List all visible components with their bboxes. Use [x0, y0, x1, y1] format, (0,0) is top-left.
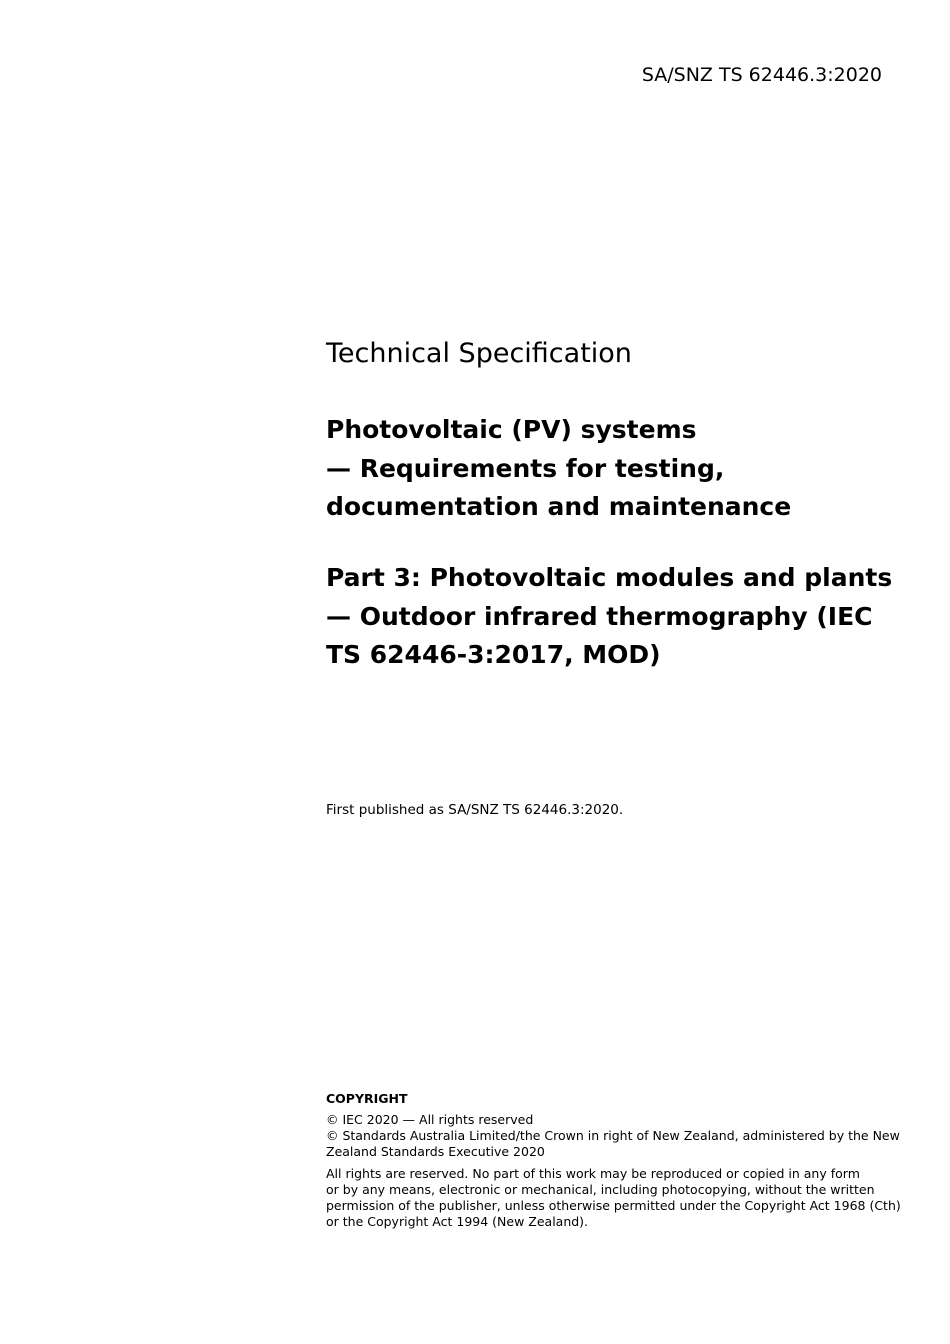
copyright-heading: COPYRIGHT: [326, 1091, 408, 1106]
part-title: [326, 559, 896, 675]
document-code: SA/SNZ TS 62446.3:2020: [641, 64, 882, 86]
copyright-holder-line: © Standards Australia Limited/the Crown in right of New Zealand, administered by the New: [326, 1128, 900, 1143]
copyright-holders: [326, 1112, 900, 1160]
part-title-line: TS 62446-3:2017, MOD): [326, 640, 661, 669]
publication-note: First published as SA/SNZ TS 62446.3:2020.: [326, 802, 624, 818]
copyright-section: [326, 1091, 901, 1236]
title-line: documentation and maintenance: [326, 492, 792, 521]
copyright-notice-line: or by any means, electronic or mechanical, including photocopying, without the written: [326, 1182, 875, 1197]
copyright-holder-line: © IEC 2020 — All rights reserved: [326, 1112, 534, 1127]
spec-type: Technical Specification: [326, 338, 632, 369]
title-line: — Requirements for testing,: [326, 453, 725, 483]
copyright-holder-line: Zealand Standards Executive 2020: [326, 1144, 545, 1159]
title-line: Photovoltaic (PV) systems: [326, 415, 697, 444]
copyright-notice-line: All rights are reserved. No part of this work may be reproduced or copied in any form: [326, 1166, 860, 1181]
document-title: [326, 411, 896, 527]
part-title-line: — Outdoor infrared thermography (IEC: [326, 601, 873, 631]
part-title-line: Part 3: Photovoltaic modules and plants: [326, 563, 893, 592]
copyright-notice-line: or the Copyright Act 1994 (New Zealand).: [326, 1214, 589, 1229]
copyright-notice: [326, 1166, 901, 1230]
copyright-notice-line: permission of the publisher, unless otherwise permitted under the Copyright Act 1968 (Cth): [326, 1198, 901, 1213]
